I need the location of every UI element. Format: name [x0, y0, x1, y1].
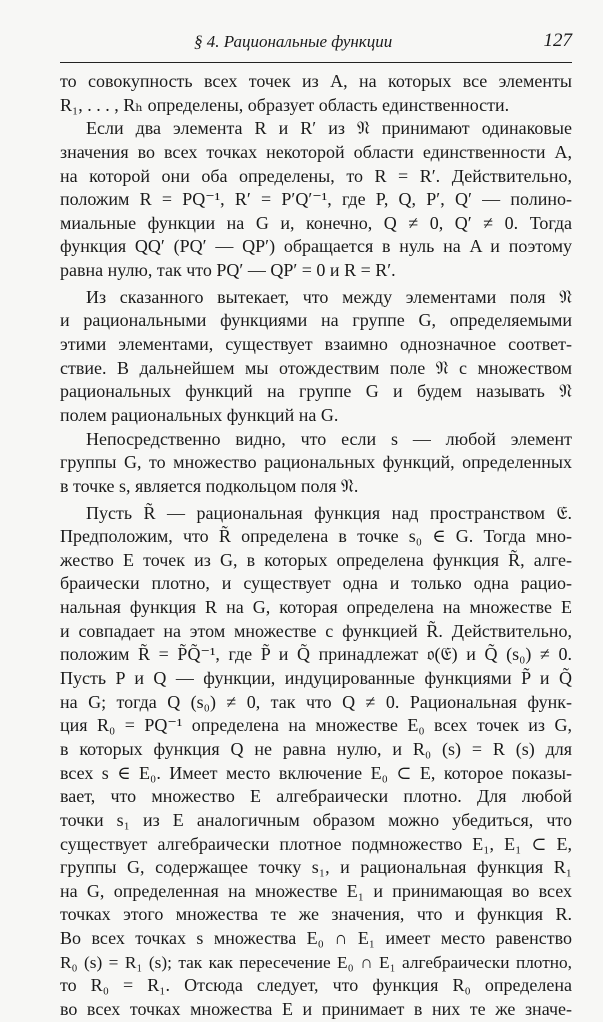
text-line: R₀ (s) = R₁ (s); так как пересечение E₀ ∩ E₁ алгебраически плотно, — [60, 952, 572, 972]
text-line: Непосредственно видно, что если s — любой элемент — [86, 428, 572, 449]
text-line: ствие. В дальнейшем мы отождествим поле 𝔑 с множеством — [60, 357, 572, 378]
text-line: положим R = PQ⁻¹, R′ = P′Q′⁻¹, где P, Q, P′, Q′ — полино- — [60, 189, 572, 210]
text-line: во всех точках множества E и принимает в них те же значе- — [60, 998, 572, 1019]
text-line: Во всех точках s множества E₀ ∩ E₁ имеет место равенство — [60, 928, 572, 949]
text-line: на G; тогда Q (s₀) ≠ 0, так что Q ≠ 0. Рациональная функ- — [60, 691, 572, 712]
text-line: на G, определенная на множестве E₁ и принимающая во всех — [60, 880, 572, 901]
text-line: Пусть R̃ — рациональная функция над пространством 𝔈. — [86, 502, 572, 523]
text-line: на которой они оба определены, то R = R′. Действительно, — [60, 165, 572, 186]
text-line: в которых функция Q не равна нулю, и R₀ (s) = R (s) для — [60, 738, 572, 759]
text-line: Из сказанного вытекает, что между элементами поля 𝔑 — [86, 286, 572, 307]
text-line: R₁, . . . , Rₕ определены, образует область единственности. — [60, 94, 510, 115]
text-line: Пусть P и Q — функции, индуцированные функциями P̃ и Q̃ — [60, 668, 572, 689]
text-line: жество E точек из G, в которых определена функция R̃, алге- — [60, 549, 572, 570]
page-body — [60, 70, 572, 1022]
text-line: полем рациональных функций на G. — [60, 404, 339, 425]
text-line: вает, что множество E алгебраически плотно. Для любой — [60, 786, 572, 807]
header-rule — [60, 62, 572, 63]
text-line: точки s₁ из E аналогичным образом можно убедиться, что — [60, 809, 572, 830]
text-line: рациональных функций на группе G и будем называть 𝔑 — [60, 381, 572, 402]
text-line: и совпадает на этом множестве с функцией R̃. Действительно, — [60, 620, 572, 641]
text-line: Предположим, что R̃ определена в точке s₀ ∈ G. Тогда мно- — [60, 526, 572, 547]
section-title: § 4. Рациональные функции — [194, 32, 393, 51]
text-line: нальная функция R на G, которая определена на множестве E — [60, 597, 572, 618]
text-line: в точке s, является подкольцом поля 𝔑. — [60, 475, 359, 496]
text-line: значения во всех точках некоторой области единственности A, — [60, 141, 572, 162]
text-line: и рациональными функциями на группе G, определяемыми — [60, 310, 572, 331]
text-line: то совокупность всех точек из A, на которых все элементы — [60, 71, 572, 91]
text-line: этими элементами, существует взаимно однозначное соответ- — [60, 334, 572, 355]
text-line: группы G, то множество рациональных функций, определенных — [60, 452, 572, 473]
text-line: точках этого множества те же значения, что и функция R. — [60, 904, 572, 925]
page-number: 127 — [543, 30, 572, 51]
text-line: существует алгебраически плотное подмножество E₁, E₁ ⊂ E, — [60, 833, 572, 854]
text-line: Если два элемента R и R′ из 𝔑 принимают одинаковые — [86, 118, 572, 139]
text-line: группы G, содержащее точку s₁, и рациональная функция R₁ — [60, 857, 572, 878]
text-line: браически плотно, и существует одна и только одна рацио- — [60, 573, 572, 594]
text-line: то R₀ = R₁. Отсюда следует, что функция R₀ определена — [60, 975, 572, 996]
text-line: равна нулю, так что PQ′ — QP′ = 0 и R = R′. — [60, 260, 396, 281]
text-line: функция QQ′ (PQ′ — QP′) обращается в нуль на A и поэтому — [60, 236, 572, 257]
text-line: миальные функции на G и, конечно, Q ≠ 0, Q′ ≠ 0. Тогда — [60, 212, 572, 233]
text-line: всех s ∈ E₀. Имеет место включение E₀ ⊂ E, которое показы- — [60, 762, 572, 783]
text-line: положим R̃ = P̃Q̃⁻¹, где P̃ и Q̃ принадлежат 𝔬(𝔈) и Q̃ (s₀) ≠ 0. — [60, 644, 572, 665]
running-header — [60, 30, 572, 60]
text-line: ция R₀ = PQ⁻¹ определена на множестве E₀ всех точек из G, — [60, 715, 572, 736]
